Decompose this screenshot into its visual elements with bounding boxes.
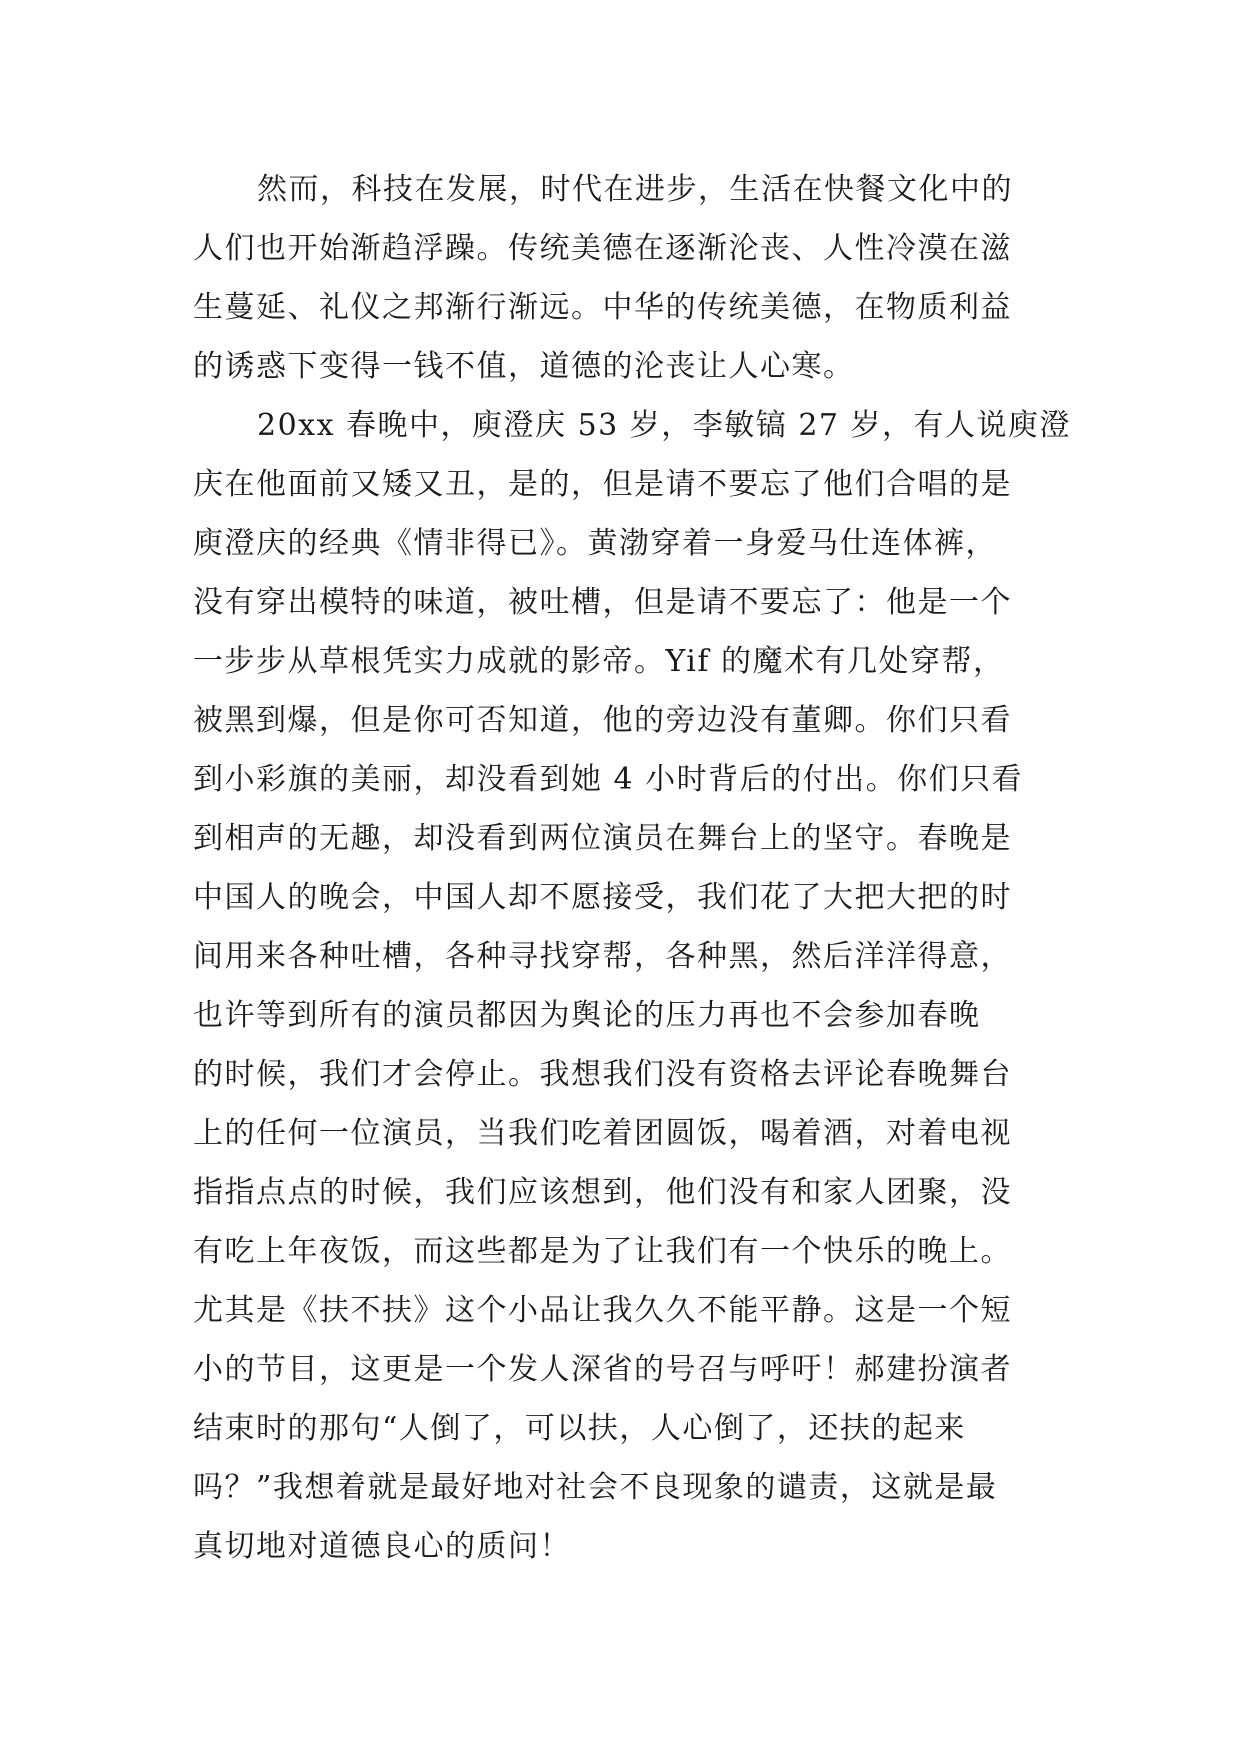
paragraph-line: 真切地对道德良心的质问！ xyxy=(193,1529,571,1564)
paragraph-line: 吗？”我想着就是最好地对社会不良现象的谴责，这就是最 xyxy=(193,1470,998,1505)
paragraph-line: 人们也开始渐趋浮躁。传统美德在逐渐沦丧、人性冷漠在滋 xyxy=(193,231,1012,266)
document-body xyxy=(193,160,1072,1576)
paragraph-line: 尤其是《扶不扶》这个小品让我久久不能平静。这是一个短 xyxy=(193,1293,1012,1328)
paragraph-line: 没有穿出模特的味道，被吐槽，但是请不要忘了：他是一个 xyxy=(193,585,1012,620)
paragraph-line: 生蔓延、礼仪之邦渐行渐远。中华的传统美德，在物质利益 xyxy=(193,290,1012,325)
paragraph-line: 结束时的那句“人倒了，可以扶，人心倒了，还扶的起来 xyxy=(193,1411,966,1446)
paragraph-line: 到小彩旗的美丽，却没看到她 4 小时背后的付出。你们只看 xyxy=(193,762,1024,797)
paragraph-line: 被黑到爆，但是你可否知道，他的旁边没有董卿。你们只看 xyxy=(193,703,1012,738)
paragraph-line: 的时候，我们才会停止。我想我们没有资格去评论春晚舞台 xyxy=(193,1057,1012,1092)
paragraph-line: 到相声的无趣，却没看到两位演员在舞台上的坚守。春晚是 xyxy=(193,821,1012,856)
paragraph-line: 庾澄庆的经典《情非得已》。黄渤穿着一身爱马仕连体裤， xyxy=(193,526,997,561)
paragraph-line: 20xx 春晚中，庾澄庆 53 岁，李敏镐 27 岁，有人说庾澄 xyxy=(257,408,1072,443)
paragraph-line: 上的任何一位演员，当我们吃着团圆饭，喝着酒，对着电视 xyxy=(193,1116,1012,1151)
paragraph-line: 庆在他面前又矮又丑，是的，但是请不要忘了他们合唱的是 xyxy=(193,467,1012,502)
paragraph-line: 有吃上年夜饭，而这些都是为了让我们有一个快乐的晚上。 xyxy=(193,1234,1012,1269)
paragraph-line: 指指点点的时候，我们应该想到，他们没有和家人团聚，没 xyxy=(193,1175,1012,1210)
paragraph-line: 小的节目，这更是一个发人深省的号召与呼吁！郝建扮演者 xyxy=(193,1352,1012,1387)
paragraph-line: 然而，科技在发展，时代在进步，生活在快餐文化中的 xyxy=(257,172,1013,207)
paragraph-line: 间用来各种吐槽，各种寻找穿帮，各种黑，然后洋洋得意， xyxy=(193,939,1012,974)
paragraph-line: 中国人的晚会，中国人却不愿接受，我们花了大把大把的时 xyxy=(193,880,1012,915)
paragraph-line: 的诱惑下变得一钱不值，道德的沦丧让人心寒。 xyxy=(193,349,855,384)
paragraph-2 xyxy=(193,396,1072,1576)
paragraph-line: 也许等到所有的演员都因为舆论的压力再也不会参加春晚 xyxy=(193,998,981,1033)
paragraph-1 xyxy=(193,160,1063,396)
paragraph-line: 一步步从草根凭实力成就的影帝。Yif 的魔术有几处穿帮， xyxy=(193,644,1005,679)
